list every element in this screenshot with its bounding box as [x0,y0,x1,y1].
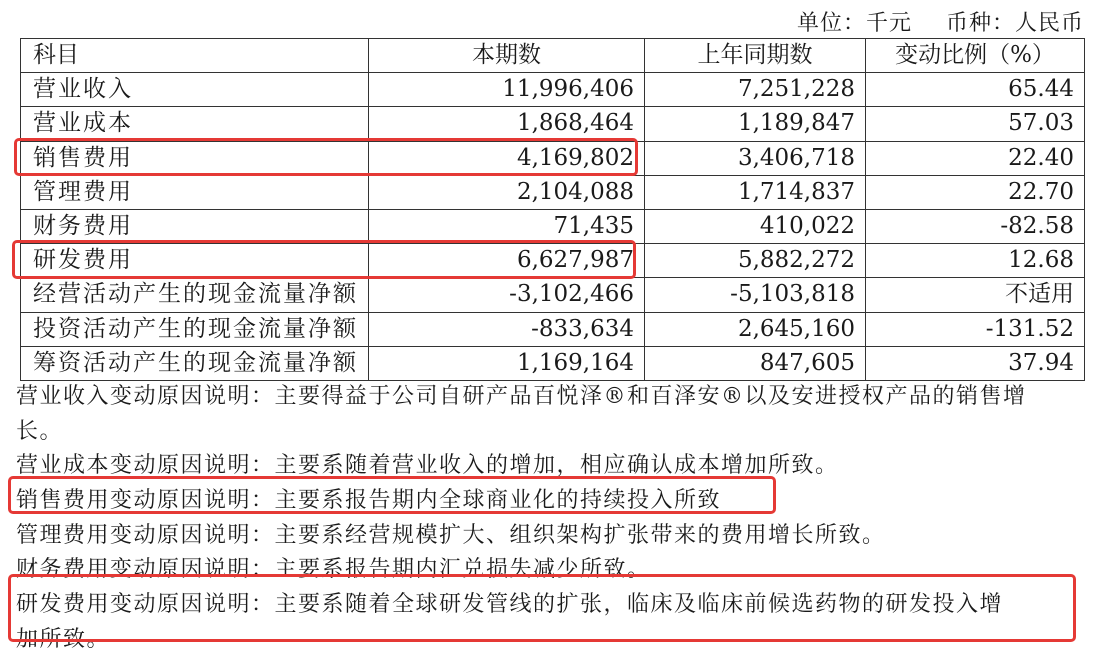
row-prior: 2,645,160 [645,312,866,346]
note-admin: 管理费用变动原因说明：主要系经营规模扩大、组织架构扩张带来的费用增长所致。 [16,522,886,548]
row-change: 65.44 [866,73,1085,107]
highlight-selling-note [8,476,776,514]
note-selling: 销售费用变动原因说明：主要系报告期内全球商业化的持续投入所致 [16,488,722,514]
row-item: 经营活动产生的现金流量净额 [21,278,369,312]
row-current: 2,104,088 [369,175,645,209]
row-prior: 1,189,847 [645,107,866,141]
row-current: 6,627,987 [369,244,645,278]
row-item: 投资活动产生的现金流量净额 [21,312,369,346]
row-current: 4,169,802 [369,141,645,175]
note-revenue-cont: 长。 [16,418,64,444]
row-item: 筹资活动产生的现金流量净额 [21,346,369,380]
note-revenue: 营业收入变动原因说明：主要得益于公司自研产品百悦泽®和百泽安®以及安进授权产品的销售增 [16,384,1027,409]
row-prior: 410,022 [645,209,866,243]
financial-table [20,38,1085,381]
row-current: 1,868,464 [369,107,645,141]
row-item: 财务费用 [21,209,369,243]
row-prior: 3,406,718 [645,141,866,175]
table-row [21,346,1085,380]
table-header-row [21,39,1085,73]
note-rnd: 研发费用变动原因说明：主要系随着全球研发管线的扩张，临床及临床前候选药物的研发投入增 [16,592,1004,618]
table-row [21,73,1085,107]
header-current: 本期数 [369,39,645,73]
row-current: -833,634 [369,312,645,346]
row-prior: -5,103,818 [645,278,866,312]
row-item: 管理费用 [21,175,369,209]
highlight-rnd-row [12,240,636,279]
row-item: 销售费用 [21,141,369,175]
row-prior: 5,882,272 [645,244,866,278]
header-item: 科目 [21,39,369,73]
header-prior: 上年同期数 [645,39,866,73]
row-item: 研发费用 [21,244,369,278]
row-change: 12.68 [866,244,1085,278]
note-finance: 财务费用变动原因说明：主要系报告期内汇兑损失减少所致。 [16,557,651,583]
row-prior: 1,714,837 [645,175,866,209]
row-prior: 847,605 [645,346,866,380]
currency-label: 币种：人民币 [945,11,1084,36]
table-row [21,312,1085,346]
row-current: 71,435 [369,209,645,243]
row-change: -131.52 [866,312,1085,346]
row-item: 营业收入 [21,73,369,107]
row-prior: 7,251,228 [645,73,866,107]
row-change: 22.40 [866,141,1085,175]
unit-line [797,6,1084,37]
row-change: 37.94 [866,346,1085,380]
table-row [21,209,1085,243]
row-change: 57.03 [866,107,1085,141]
note-rnd-cont: 加所致。 [16,626,111,652]
row-change: 22.70 [866,175,1085,209]
table-row [21,175,1085,209]
row-current: 1,169,164 [369,346,645,380]
row-current: -3,102,466 [369,278,645,312]
table-row [21,107,1085,141]
highlight-selling-row [14,138,638,176]
row-current: 11,996,406 [369,73,645,107]
unit-label: 单位：千元 [796,11,912,36]
row-item: 营业成本 [21,107,369,141]
header-change: 变动比例（%） [866,39,1085,73]
row-change: -82.58 [866,209,1085,243]
highlight-rnd-note [8,574,1076,642]
table-row [21,278,1085,312]
note-cost: 营业成本变动原因说明：主要系随着营业收入的增加，相应确认成本增加所致。 [16,453,839,479]
row-change: 不适用 [866,278,1085,312]
